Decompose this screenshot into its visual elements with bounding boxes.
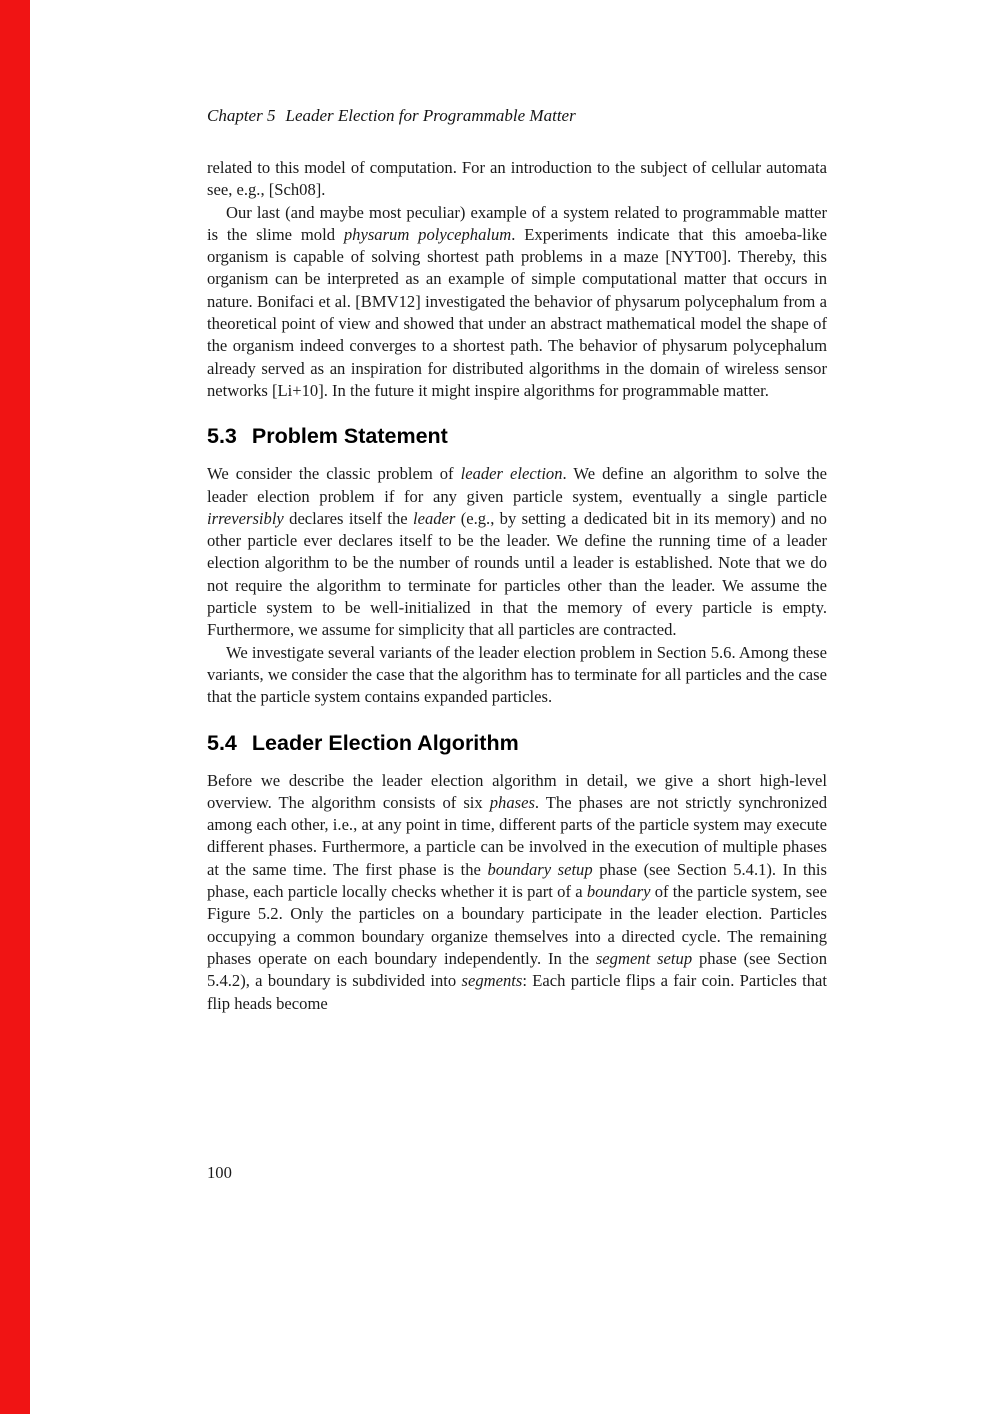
paragraph [207,463,827,641]
running-header [207,106,827,126]
section-title: Leader Election Algorithm [251,730,519,755]
paragraph [207,202,827,403]
text-run: We investigate several variants of the leader election problem in Section 5.6. Among these variants, we consider the case that the algorithm has to terminate for all particles and the case that the particle system contains expanded particles. [207,642,827,707]
text-run: . The phases are not strictly synchronized among each other, i.e., at any point in time, different parts of the particle system may execute different phases. Furthermore, a particle can be involved in the execution of multiple phases at the same time. The first phase is the [207,792,827,879]
text-run: declares itself the [283,508,413,528]
section-title: Problem Statement [251,424,448,449]
page-number: 100 [207,1163,232,1182]
text-run: Before we describe the leader election algorithm in detail, we give a short high-level overview. The algorithm consists of six [207,770,827,812]
left-margin-stripe [0,0,30,1414]
section-number: 5.4 [207,730,237,755]
section-number: 5.3 [207,424,237,449]
text-run: We consider the classic problem of [207,464,461,484]
emphasized-text: segments [461,971,523,991]
section-heading [207,423,827,449]
text-run: phase (see Section 5.4.2), a boundary is subdivided into [207,948,827,991]
text-run: of the particle system, see Figure 5.2. Only the particles on a boundary participate in the leader election. Particles occupying a common boundary organize themselves into a directed cycle. The remaining phases operate on each boundary independently. In the [207,882,827,968]
page-content [207,106,827,1015]
chapter-label: Chapter 5 [207,106,276,125]
chapter-title: Leader Election for Programmable Matter [285,106,576,125]
emphasized-text: boundary [586,882,651,902]
emphasized-text: physarum polycephalum [343,224,512,244]
text-run: . Experiments indicate that this amoeba-like organism is capable of solving shortest path problems in a maze [NYT00]. Thereby, this organism can be interpreted as an example of simple computational matter that occurs in nature. Bonifaci et al. [BMV12] investigated the behavior of physarum polycephalum from a theoretical point of view and showed that under an abstract mathematical model the shape of the organism indeed converges to a shortest path. The behavior of physarum polycephalum already served as an inspiration for distributed algorithms in the domain of wireless sensor networks [Li+10]. In the future it might inspire algorithms for programmable matter. [207,224,827,400]
section-heading [207,730,827,756]
emphasized-text: phases [489,792,535,812]
document-body [207,157,827,1015]
emphasized-text: irreversibly [207,508,284,528]
text-run: phase (see Section 5.4.1). In this phase, each particle locally checks whether it is part of a [207,859,827,902]
paragraph [207,157,827,202]
emphasized-text: boundary setup [487,859,593,879]
text-run: related to this model of computation. For an introduction to the subject of cellular automata see, e.g., [Sch08]. [207,158,827,200]
paragraph [207,642,827,709]
text-run: : Each particle flips a fair coin. Particles that flip heads become [207,971,828,1013]
emphasized-text: segment setup [595,948,693,968]
text-run: . We define an algorithm to solve the leader election problem if for any given particle system, eventually a single particle [207,464,827,506]
text-run: (e.g., by setting a dedicated bit in its memory) and no other particle ever declares itself to be the leader. We define the running time of a leader election algorithm to be the number of rounds until a leader is established. Note that we do not require the algorithm to terminate for particles other than the leader. We assume the particle system to be well-initialized in that the memory of every particle is empty. Furthermore, we assume for simplicity that all particles are contracted. [207,508,827,640]
paragraph [207,770,827,1015]
emphasized-text: leader election [460,464,563,484]
text-run: Our last (and maybe most peculiar) example of a system related to programmable matter is the slime mold [207,202,827,244]
emphasized-text: leader [412,508,456,528]
